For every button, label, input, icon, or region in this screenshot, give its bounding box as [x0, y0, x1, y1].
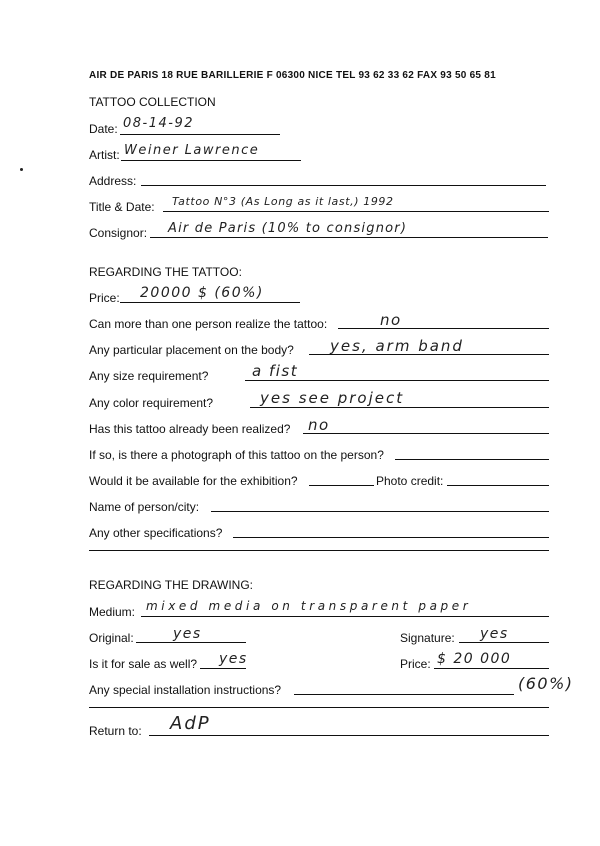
placement-label: Any particular placement on the body? — [89, 343, 294, 357]
drawing-price-value[interactable]: $ 20 000 — [437, 651, 512, 667]
person-city-line — [211, 511, 549, 512]
size-line — [245, 380, 549, 381]
consignor-value[interactable]: Air de Paris (10% to consignor) — [168, 221, 408, 236]
medium-line — [141, 616, 549, 617]
signature-label: Signature: — [400, 631, 455, 645]
date-label: Date: — [89, 122, 118, 136]
consignor-line — [150, 237, 548, 238]
for-sale-value[interactable]: yes — [219, 651, 248, 667]
realized-label: Has this tattoo already been realized? — [89, 422, 291, 436]
drawing-heading: REGARDING THE DRAWING: — [89, 578, 254, 592]
realized-line — [303, 433, 549, 434]
color-label: Any color requirement? — [89, 396, 214, 410]
tattoo-heading: REGARDING THE TATTOO: — [89, 265, 242, 279]
tattoo-price-value[interactable]: 20000 $ (60%) — [140, 285, 264, 301]
original-line — [136, 642, 246, 643]
photo-line — [395, 459, 549, 460]
medium-value[interactable]: mixed media on transparent paper — [146, 599, 472, 613]
artist-label: Artist: — [89, 148, 120, 162]
return-to-label: Return to: — [89, 724, 142, 738]
photo-credit-line — [447, 485, 549, 486]
size-label: Any size requirement? — [89, 369, 209, 383]
date-line — [120, 134, 280, 135]
tattoo-price-line — [120, 302, 300, 303]
photo-label: If so, is there a photograph of this tattoo on the person? — [89, 448, 384, 462]
title-date-line — [163, 211, 549, 212]
signature-line — [459, 642, 549, 643]
original-label: Original: — [89, 631, 134, 645]
medium-label: Medium: — [89, 605, 136, 619]
installation-label: Any special installation instructions? — [89, 683, 282, 697]
consignor-label: Consignor: — [89, 226, 148, 240]
artist-value[interactable]: Weiner Lawrence — [124, 143, 260, 158]
person-city-label: Name of person/city: — [89, 500, 200, 514]
for-sale-label: Is it for sale as well? — [89, 657, 198, 671]
address-line — [141, 185, 546, 186]
form-title: TATTOO COLLECTION — [89, 95, 216, 109]
multi-person-value[interactable]: no — [380, 311, 402, 329]
placement-value[interactable]: yes, arm band — [330, 337, 464, 355]
installation-line — [294, 694, 514, 695]
title-date-label: Title & Date: — [89, 200, 155, 214]
original-value[interactable]: yes — [173, 626, 202, 642]
return-to-line — [149, 735, 549, 736]
realized-value[interactable]: no — [308, 416, 330, 434]
color-line — [250, 407, 549, 408]
size-value[interactable]: a fist — [252, 362, 299, 380]
exhibition-line — [309, 485, 374, 486]
photo-credit-label: Photo credit: — [376, 474, 444, 488]
installation-line-2 — [89, 707, 549, 708]
scan-speck — [20, 168, 23, 171]
other-spec-label: Any other specifications? — [89, 526, 223, 540]
address-label: Address: — [89, 174, 137, 188]
drawing-price-label: Price: — [400, 657, 431, 671]
multi-person-label: Can more than one person realize the tattoo: — [89, 317, 328, 331]
signature-value[interactable]: yes — [480, 626, 509, 642]
drawing-price-line — [434, 668, 549, 669]
artist-line — [121, 160, 301, 161]
other-spec-line-2 — [89, 550, 549, 551]
letterhead: AIR DE PARIS 18 RUE BARILLERIE F 06300 NICE TEL 93 62 33 62 FAX 93 50 65 81 — [89, 70, 496, 81]
for-sale-line — [200, 668, 246, 669]
date-value[interactable]: 08-14-92 — [123, 116, 195, 131]
exhibition-label: Would it be available for the exhibition? — [89, 474, 298, 488]
color-value[interactable]: yes see project — [260, 389, 405, 407]
tattoo-price-label: Price: — [89, 291, 120, 305]
return-to-value[interactable]: AdP — [170, 713, 211, 734]
multi-person-line — [338, 328, 549, 329]
title-date-value[interactable]: Tattoo N°3 (As Long as it last,) 1992 — [172, 195, 394, 208]
drawing-price-note: (60%) — [518, 674, 574, 693]
other-spec-line — [233, 537, 549, 538]
